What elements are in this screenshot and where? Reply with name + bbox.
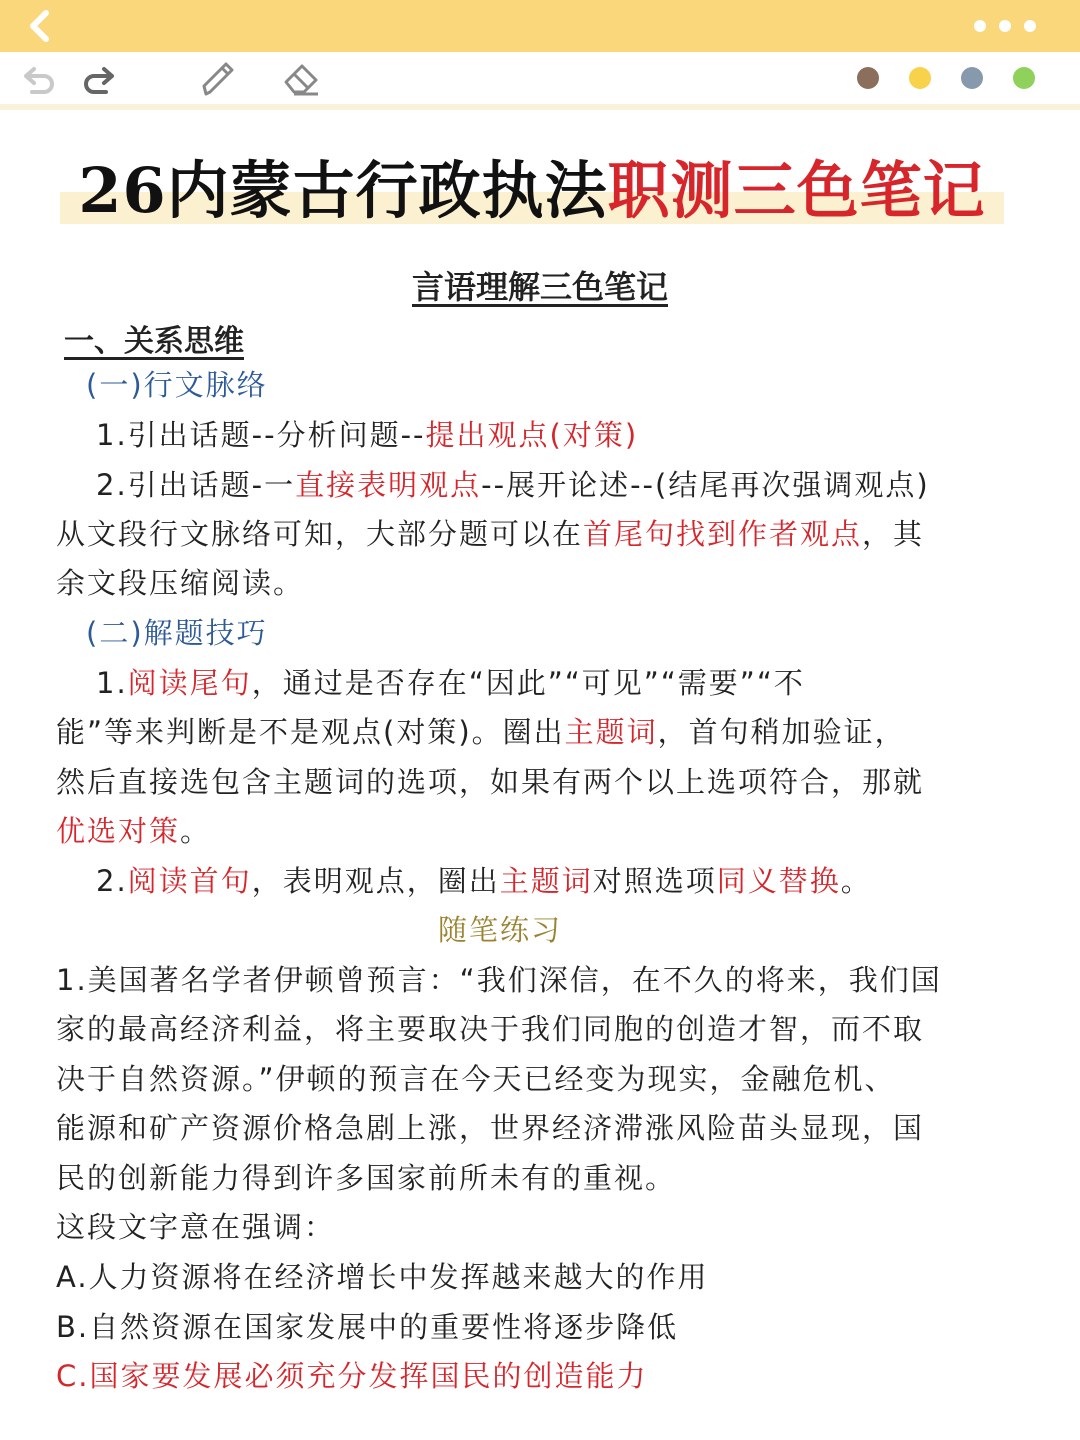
option-a: A.人力资源将在经济增长中发挥越来越大的作用: [56, 1260, 709, 1294]
question-prompt: 这段文字意在强调：: [56, 1210, 336, 1244]
question-line: 民的创新能力得到许多国家前所未有的重视。: [56, 1161, 677, 1195]
question-line: 决于自然资源。”伊顿的预言在今天已经变为现实，金融危机、: [56, 1062, 896, 1096]
eraser-icon: [280, 58, 324, 98]
undo-button[interactable]: [20, 62, 60, 96]
eraser-tool-button[interactable]: [280, 58, 324, 98]
title-red-part: 职测三色笔记: [607, 154, 986, 227]
question-line: 能源和矿产资源价格急剧上涨，世界经济滞涨风险苗头显现，国: [56, 1111, 925, 1145]
note-line: 1.引出话题--分析问题--提出观点(对策): [96, 418, 639, 452]
title-black-part: 26内蒙古行政执法: [78, 154, 608, 227]
section-heading: 一、关系思维: [64, 324, 244, 359]
pen-icon: [196, 58, 240, 98]
color-yellow-swatch[interactable]: [909, 67, 931, 89]
note-line: 2.引出话题-一直接表明观点--展开论述--(结尾再次强调观点): [96, 468, 930, 502]
redo-button[interactable]: [78, 62, 118, 96]
color-gray-blue-swatch[interactable]: [961, 67, 983, 89]
note-line: 然后直接选包含主题词的选项，如果有两个以上选项符合，那就: [56, 765, 925, 799]
note-line: 从文段行文脉络可知，大部分题可以在首尾句找到作者观点，其: [56, 517, 925, 551]
note-line: 余文段压缩阅读。: [56, 566, 305, 600]
chevron-left-icon: [22, 8, 62, 44]
subsection-heading: (一)行文脉络: [86, 368, 268, 402]
note-line: 能”等来判断是不是观点(对策)。圈出主题词，首句稍加验证，: [56, 715, 906, 749]
note-page: [0, 110, 1080, 1440]
option-b: B.自然资源在国家发展中的重要性将逐步降低: [56, 1310, 679, 1344]
option-c-answer: C.国家要发展必须充分发挥国民的创造能力: [56, 1359, 648, 1393]
more-dots-icon: [970, 14, 1040, 38]
back-button[interactable]: [22, 8, 62, 44]
question-line: 1.美国著名学者伊顿曾预言：“我们深信，在不久的将来，我们国: [56, 963, 942, 997]
subsection-heading: (二)解题技巧: [86, 616, 268, 650]
note-line: 2.阅读首句，表明观点，圈出主题词对照选项同义替换。: [96, 864, 872, 898]
note-subtitle: 言语理解三色笔记: [411, 268, 668, 306]
question-line: 家的最高经济利益，将主要取决于我们同胞的创造才智，而不取: [56, 1012, 925, 1046]
color-green-swatch[interactable]: [1013, 67, 1035, 89]
note-line: 优选对策。: [56, 814, 212, 848]
color-brown-swatch[interactable]: [857, 67, 879, 89]
more-options-button[interactable]: [970, 14, 1040, 38]
redo-icon: [78, 62, 118, 96]
pen-tool-button[interactable]: [196, 58, 240, 98]
note-line: 1.阅读尾句，通过是否存在“因此”“可见”“需要”“不: [96, 666, 805, 700]
undo-icon: [20, 62, 60, 96]
practice-heading: 随笔练习: [437, 913, 562, 947]
app-top-bar: [0, 0, 1080, 52]
page-title: [60, 154, 1004, 228]
